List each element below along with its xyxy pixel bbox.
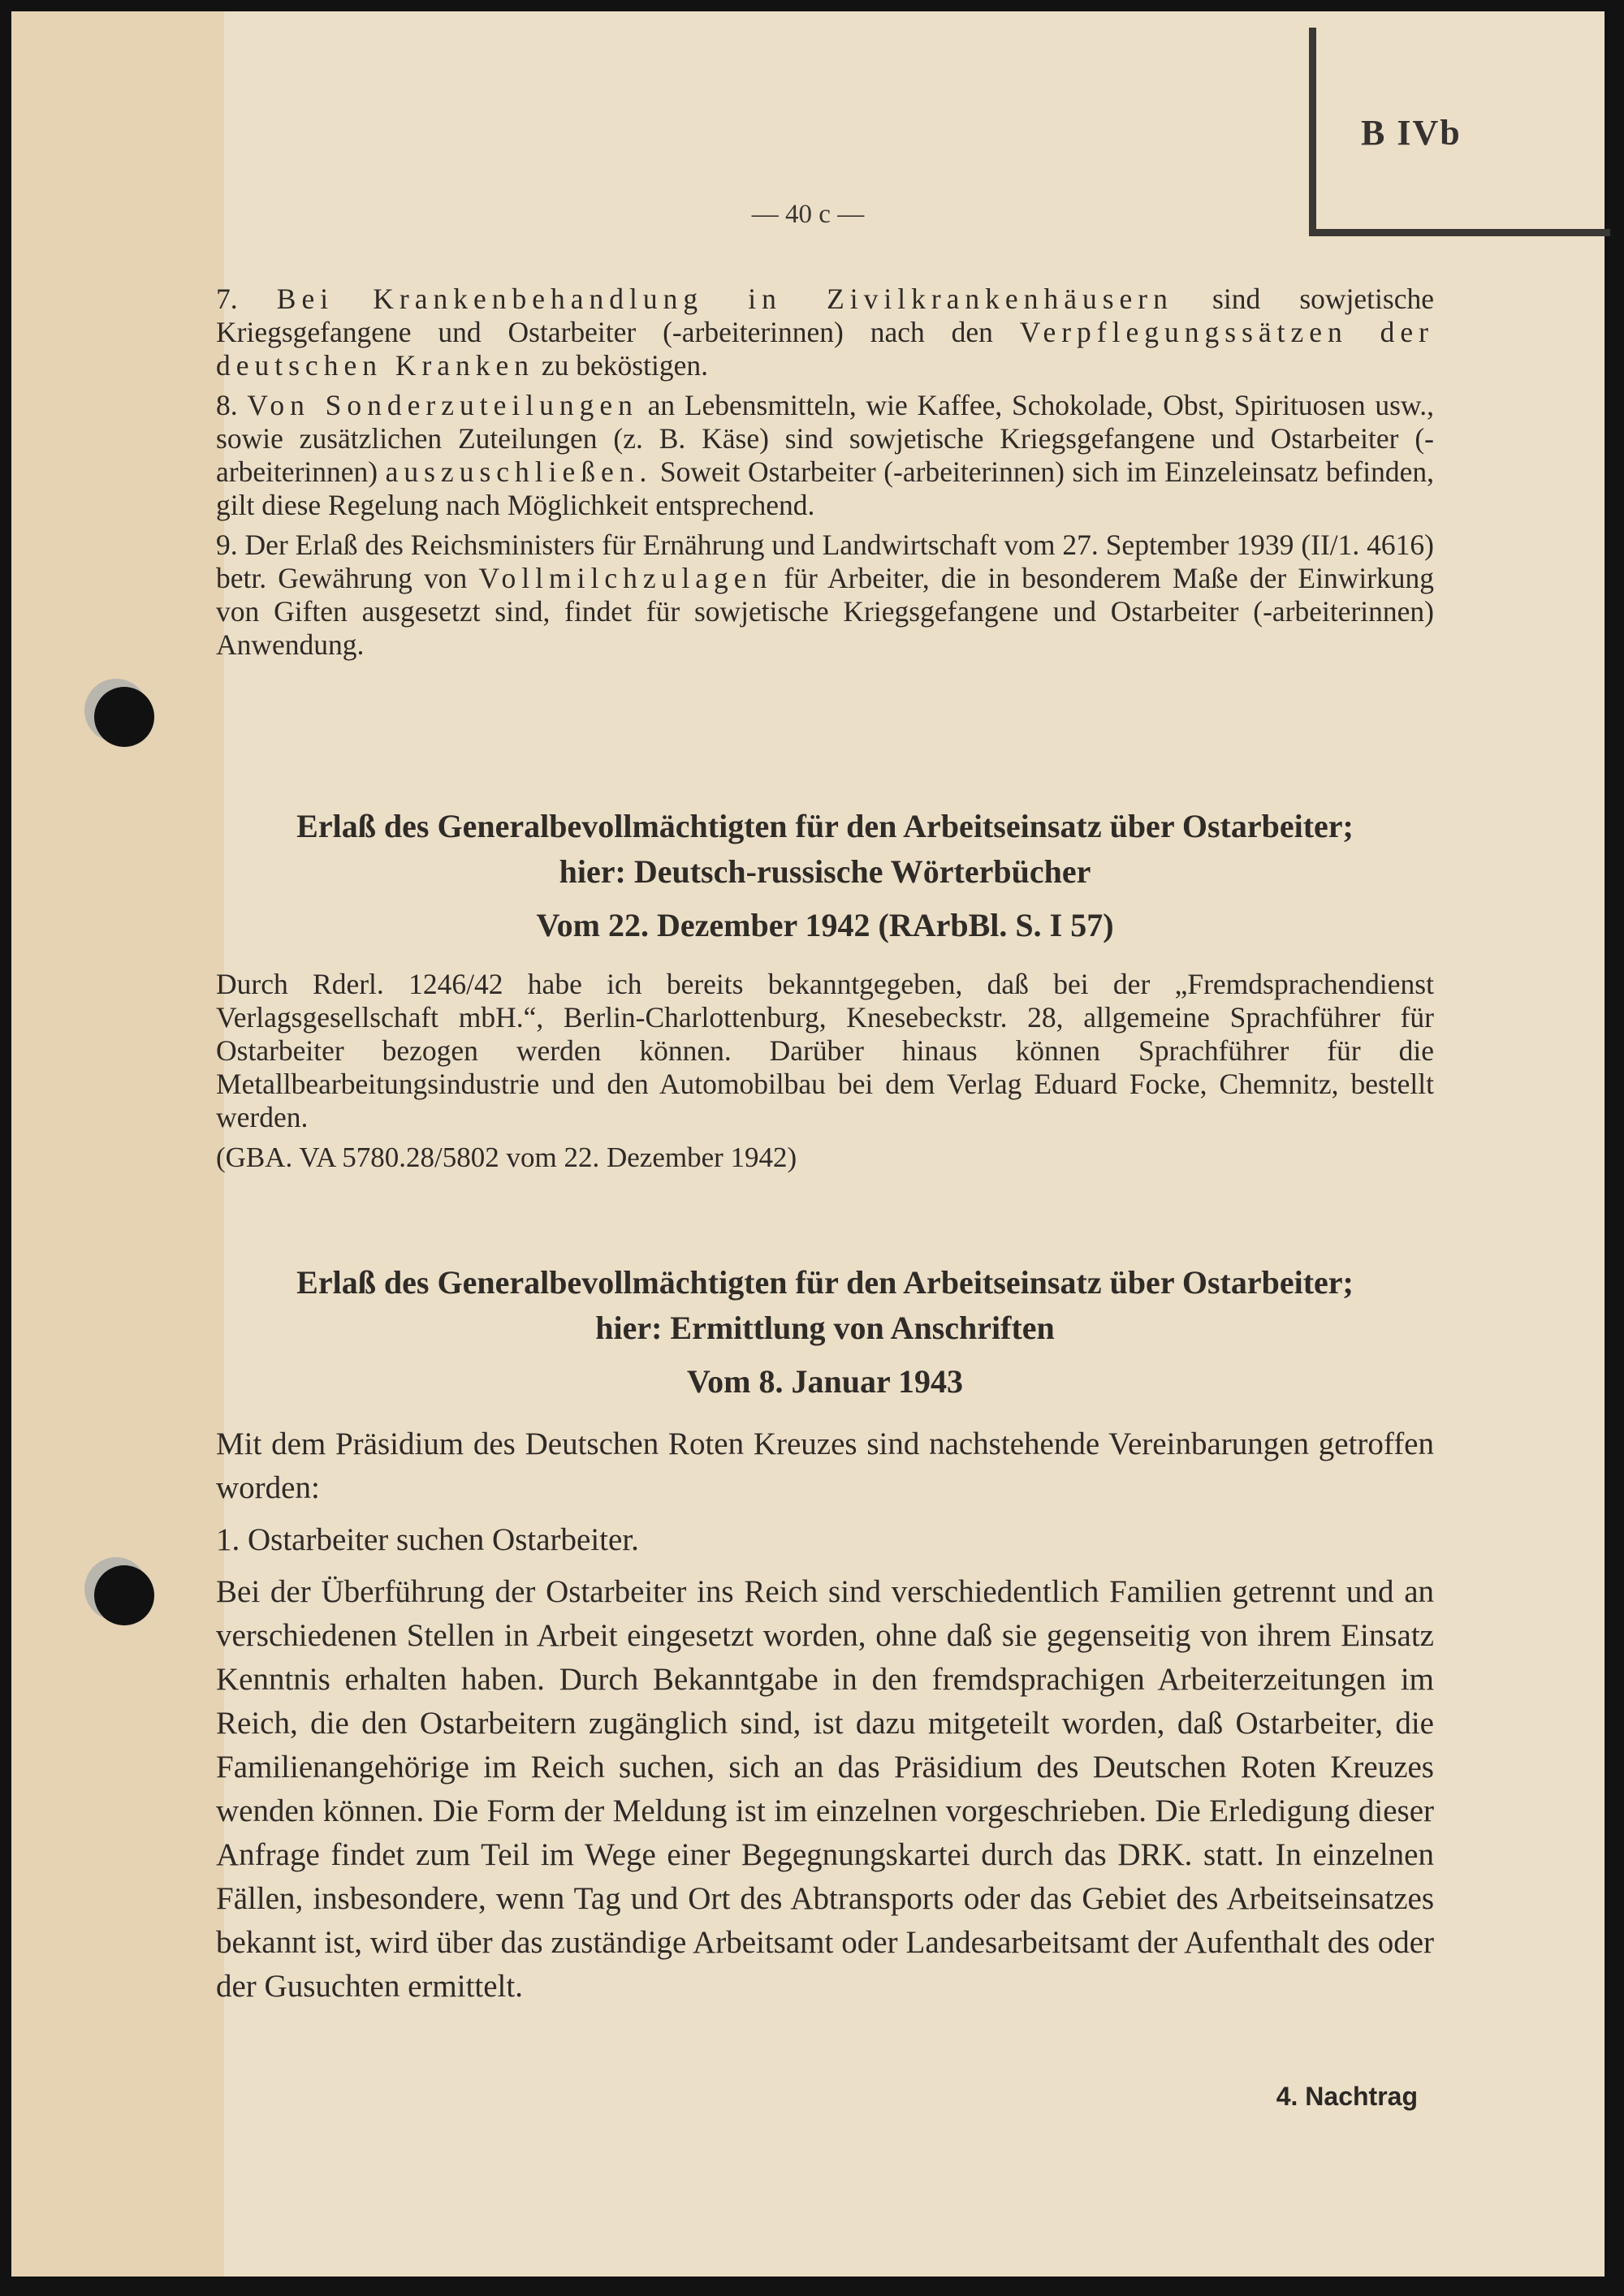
decree-title: Erlaß des Generalbevollmächtigten für den Arbeitseinsatz über Ostarbeiter; [296,1264,1354,1301]
decree-body: Durch Rderl. 1246/42 habe ich bereits bekanntgegeben, daß bei der „Fremdsprachendienst Verlagsgesellschaft mbH.“, Berlin-Charlottenburg, Knesebeckstr. 28, allgemeine Sprachführer für Ostarbeiter bezogen werden können. Darüber hinaus können Sprachführer für die Metallbearbeitungsindustrie und den Automobilbau bei dem Verlag Eduard Focke, Chemnitz, bestellt werden. [216,968,1434,1133]
punch-hole-icon [94,687,154,747]
section-continued-items [216,283,1434,668]
decree-subject: hier: Deutsch-russische Wörterbücher [559,853,1091,890]
decree-anschriften [216,1260,1434,2017]
decree-intro: Mit dem Präsidium des Deutschen Roten Kreuzes sind nachstehende Vereinbarungen getroffen worden: [216,1426,1434,1505]
section-tab-label: B IVb [1361,113,1462,153]
decree-woerterbuecher [216,804,1434,1174]
decree-title: Erlaß des Generalbevollmächtigten für den Arbeitseinsatz über Ostarbeiter; [296,808,1354,844]
decree-reference: (GBA. VA 5780.28/5802 vom 22. Dezember 1942) [216,1142,797,1173]
item-9: 9. Der Erlaß des Reichsministers für Ernährung und Landwirtschaft vom 27. September 1939 (II/1. 4616) betr. Gewährung von Vollmilchzulagen für Arbeiter, die in besonderem Maße der Einwirkung von Giften ausgesetzt sind, findet für sowjetische Kriegsgefangene und Ostarbeiter (-arbeiterinnen) Anwendung. [216,529,1435,661]
item-1-body: Bei der Überführung der Ostarbeiter ins Reich sind verschiedentlich Familien getrennt und an verschiedenen Stellen in Arbeit eingesetzt worden, ohne daß sie gegenseitig von ihrem Einsatz Kenntnis erhalten haben. Durch Bekanntgabe in den fremdsprachigen Arbeiterzeitungen im Reich, die den Ostarbeitern zugänglich sind, ist dazu mitgeteilt worden, daß Ostarbeiter, die Familienangehörige im Reich suchen, sich an das Präsidium des Deutschen Roten Kreuzes wenden können. Die Form der Meldung ist im einzelnen vorgeschrieben. Die Erledigung dieser Anfrage findet zum Teil im Wege einer Begegnungskartei durch das DRK. statt. In einzelnen Fällen, insbesondere, wenn Tag und Ort des Abtransports oder das Gebiet des Arbeitseinsatzes bekannt ist, wird über das zuständige Arbeitsamt oder Landesarbeitsamt der Aufenthalt des oder der Gusuchten ermittelt. [216,1574,1434,2004]
page-number: — 40 c — [751,200,865,229]
decree-date: Vom 8. Januar 1943 [686,1363,964,1400]
item-7: 7. Bei Krankenbehandlung in Zivilkrankenhäusern sind sowjetische Kriegsgefangene und Ostarbeiter (-arbeiterinnen) nach den Verpflegungssätzen der deutschen Kranken zu beköstigen. [216,283,1434,382]
supplement-note: 4. Nachtrag [1276,2082,1418,2111]
document-page [11,11,1605,2277]
item-1-heading: 1. Ostarbeiter suchen Ostarbeiter. [216,1522,639,1557]
punch-hole-icon [94,1565,154,1625]
decree-subject: hier: Ermittlung von Anschriften [595,1310,1055,1346]
page-edge-strip [11,11,224,2277]
decree-date: Vom 22. Dezember 1942 (RArbBl. S. I 57) [536,907,1114,943]
item-8: 8. Von Sonderzuteilungen an Lebensmitteln, wie Kaffee, Schokolade, Obst, Spirituosen usw., sowie zusätzlichen Zuteilungen (z. B. Käse) sind sowjetische Kriegsgefangene und Ostarbeiter (-arbeiterinnen) auszuschließen. Soweit Ostarbeiter (-arbeiterinnen) sich im Einzeleinsatz befinden, gilt diese Regelung nach Möglichkeit entsprechend. [216,389,1435,521]
